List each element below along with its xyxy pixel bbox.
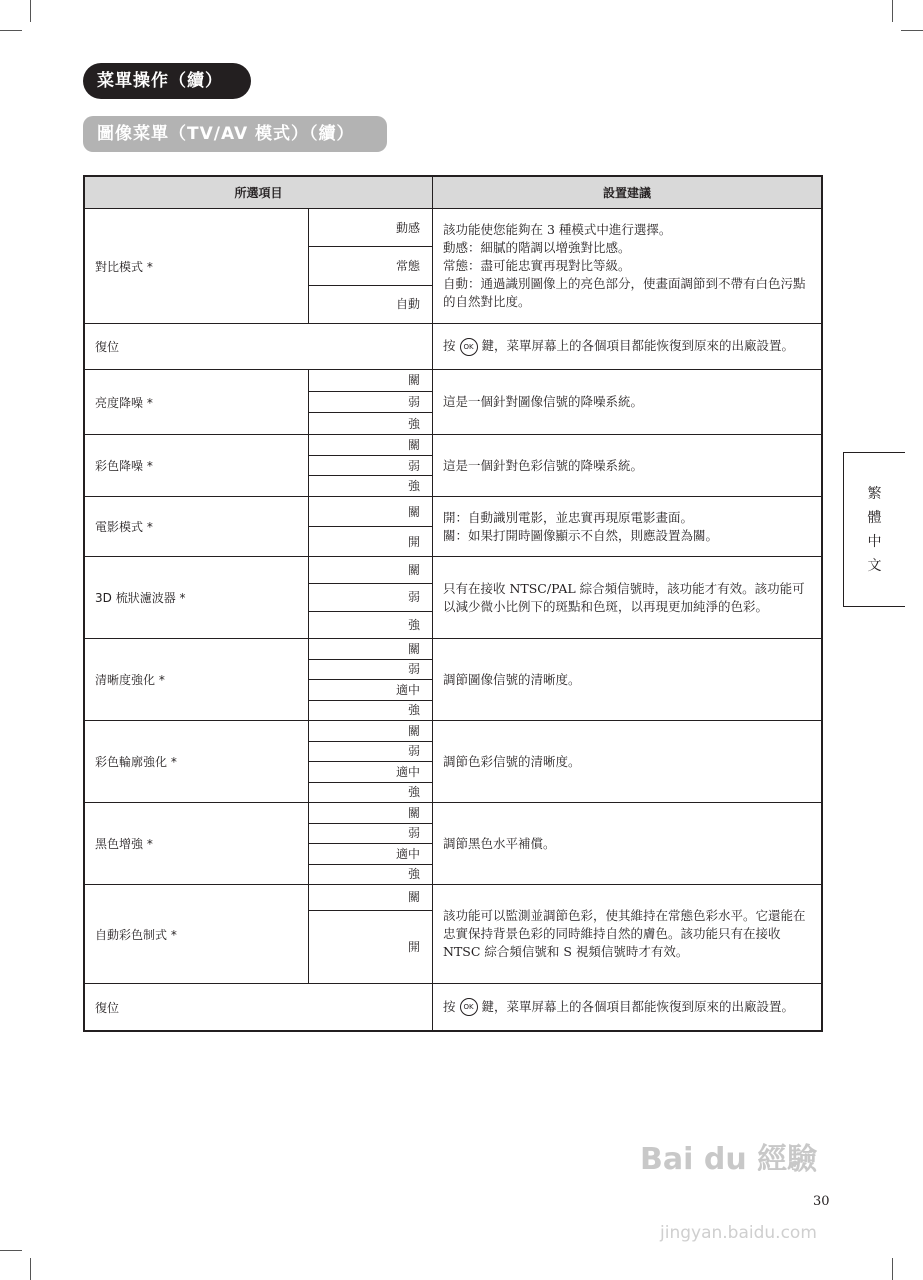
- crop-mark: [0, 30, 22, 31]
- row-description: 這是一個針對色彩信號的降噪系統。: [443, 457, 644, 473]
- table-header: [85, 177, 821, 209]
- option-list: [309, 435, 433, 496]
- table-row: [85, 209, 821, 324]
- option-value: 常態: [309, 247, 432, 285]
- side-tab-char: 中: [867, 533, 882, 550]
- option-list: [309, 721, 433, 802]
- desc-text: 鍵，菜單屏幕上的各個項目都能恢復到原來的出廠設置。: [481, 998, 795, 1014]
- option-value: 關: [309, 497, 432, 527]
- option-value: 適中: [309, 762, 432, 783]
- watermark-logo: Bai du 經驗: [640, 1142, 818, 1177]
- crop-mark: [30, 1258, 31, 1280]
- option-value: 弱: [309, 824, 432, 845]
- crop-mark: [901, 30, 923, 31]
- row-label: 彩色輪廓強化 *: [85, 721, 309, 802]
- page-number: 30: [813, 1194, 830, 1209]
- option-value: 關: [309, 803, 432, 824]
- table-row: [85, 435, 821, 497]
- option-value: 關: [309, 557, 432, 584]
- subsection-title: 圖像菜單（TV/AV 模式）（續）: [83, 116, 387, 152]
- crop-mark: [892, 0, 893, 22]
- option-value: 適中: [309, 844, 432, 865]
- option-list: [309, 209, 433, 323]
- row-label: 電影模式 *: [85, 497, 309, 556]
- row-description: 調節黑色水平補償。: [443, 835, 556, 851]
- option-value: 關: [309, 435, 432, 456]
- option-value: 強: [407, 479, 420, 494]
- option-value: 強: [407, 703, 420, 718]
- option-value: 弱: [309, 456, 432, 477]
- settings-table: [83, 175, 823, 1032]
- crop-mark: [30, 0, 31, 22]
- header-selected-item: 所選項目: [85, 177, 433, 208]
- row-label: 亮度降噪 *: [85, 370, 309, 434]
- row-description: [433, 324, 821, 369]
- table-row: [85, 721, 821, 803]
- desc-text: 鍵，菜單屏幕上的各個項目都能恢復到原來的出廠設置。: [481, 338, 795, 354]
- option-list: [309, 497, 433, 556]
- row-description: [433, 984, 821, 1030]
- option-value: 關: [309, 721, 432, 742]
- side-tab-char: 繁: [867, 485, 882, 502]
- option-value: 開: [407, 534, 420, 549]
- header-setting-advice: 設置建議: [602, 186, 651, 200]
- side-tab-char: 文: [867, 557, 882, 574]
- crop-mark: [892, 1258, 893, 1280]
- table-row: [85, 370, 821, 435]
- table-row: [85, 497, 821, 557]
- row-label: 黑色增強 *: [85, 803, 309, 884]
- option-value: 自動: [395, 297, 420, 312]
- option-value: 適中: [309, 680, 432, 701]
- row-description: 該功能可以監測並調節色彩，使其維持在常態色彩水平。它還能在忠實保持背景色彩的同時維持自然的膚色。該功能只有在接收 NTSC 綜合頻信號和 S 視頻信號時才有效。: [443, 908, 806, 959]
- table-row: [85, 984, 821, 1030]
- row-description: 調節色彩信號的清晰度。: [443, 753, 581, 769]
- row-label: 復位: [85, 984, 433, 1030]
- ok-button-icon: OK: [460, 338, 478, 356]
- row-label: 3D 梳狀濾波器 *: [85, 557, 309, 638]
- option-value: 弱: [309, 742, 432, 763]
- option-value: 弱: [309, 584, 432, 611]
- language-side-tab: [843, 452, 905, 607]
- desc-text: 按: [443, 338, 456, 354]
- desc-text: 按: [443, 998, 456, 1014]
- option-list: [309, 639, 433, 720]
- option-value: 開: [407, 939, 420, 954]
- row-label: 自動彩色制式 *: [85, 885, 309, 983]
- option-value: 強: [407, 617, 420, 632]
- table-row: [85, 324, 821, 370]
- option-list: [309, 885, 433, 983]
- row-description: 該功能使您能夠在 3 種模式中進行選擇。 動感：細膩的階調以增強對比感。 常態：盡可能忠實再現對比等級。 自動：通過識別圖像上的亮色部分，使畫面調節到不帶有白色污點的自然對比度。: [443, 222, 806, 309]
- option-value: 弱: [309, 660, 432, 681]
- option-value: 動感: [309, 209, 432, 247]
- crop-mark: [0, 1250, 22, 1251]
- watermark-url: jingyan.baidu.com: [660, 1223, 817, 1243]
- row-label: 清晰度強化 *: [85, 639, 309, 720]
- row-description: 調節圖像信號的清晰度。: [443, 671, 581, 687]
- row-description: 這是一個針對圖像信號的降噪系統。: [443, 394, 644, 409]
- row-description: 只有在接收 NTSC/PAL 綜合頻信號時，該功能才有效。該功能可以減少微小比例下的斑點和色斑，以再現更加純淨的色彩。: [443, 580, 805, 614]
- row-label: 復位: [85, 324, 433, 369]
- option-value: 關: [309, 370, 432, 392]
- option-value: 弱: [309, 392, 432, 414]
- option-list: [309, 557, 433, 638]
- table-row: [85, 803, 821, 885]
- option-value: 強: [407, 785, 420, 800]
- option-list: [309, 803, 433, 884]
- table-row: [85, 557, 821, 639]
- ok-button-icon: OK: [460, 998, 478, 1016]
- option-value: 強: [407, 416, 420, 431]
- row-label: 彩色降噪 *: [85, 435, 309, 496]
- row-description: 開：自動識別電影，並忠實再現原電影畫面。 關：如果打開時圖像顯示不自然，則應設置為關。: [443, 509, 719, 543]
- option-value: 關: [309, 639, 432, 660]
- row-label: 對比模式 *: [85, 209, 309, 323]
- table-row: [85, 885, 821, 984]
- section-title: 菜單操作（續）: [83, 63, 251, 99]
- option-value: 強: [407, 867, 420, 882]
- option-value: 關: [309, 885, 432, 911]
- option-list: [309, 370, 433, 434]
- side-tab-char: 體: [867, 509, 882, 526]
- table-row: [85, 639, 821, 721]
